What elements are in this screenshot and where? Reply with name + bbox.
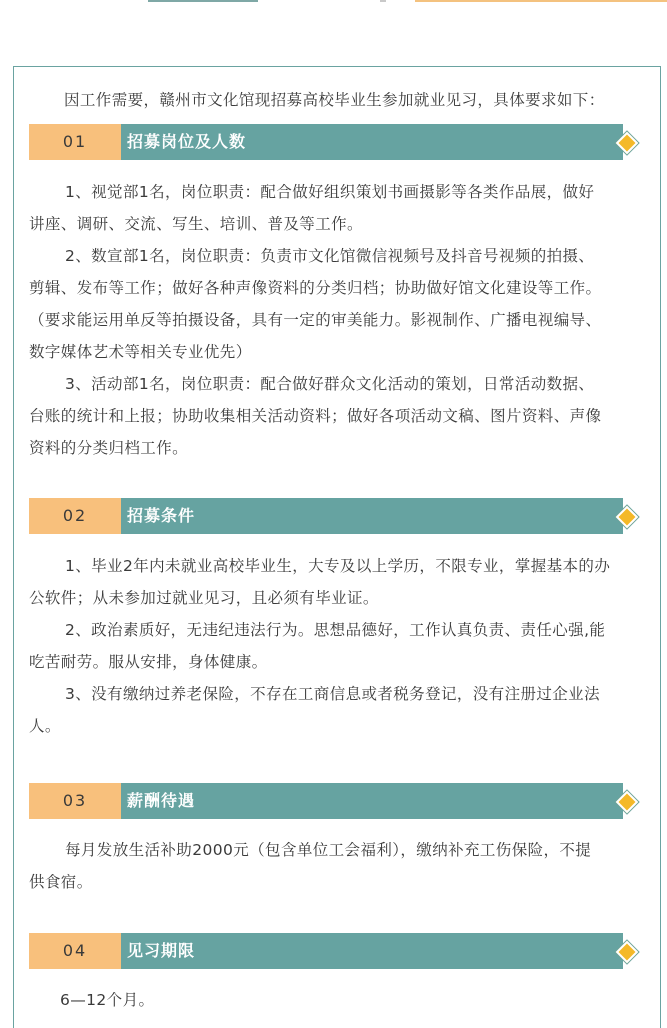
text-line: 2、数宣部1名，岗位职责：负责市文化馆微信视频号及抖音号视频的拍摄、: [65, 247, 595, 265]
section-number: 01: [29, 124, 121, 160]
text-line: 台账的统计和上报；协助收集相关活动资料；做好各项活动文稿、图片资料、声像: [29, 407, 602, 425]
top-divider-orange: [415, 0, 667, 2]
top-divider-gray: [380, 0, 386, 2]
intro-text: 因工作需要，赣州市文化馆现招募高校毕业生参加就业见习，具体要求如下：: [64, 91, 605, 109]
text-line: 吃苦耐劳。服从安排，身体健康。: [29, 653, 268, 671]
section-header-01: [29, 124, 641, 160]
text-line: 1、视觉部1名，岗位职责：配合做好组织策划书画摄影等各类作品展，做好: [65, 183, 595, 201]
text-line: 3、没有缴纳过养老保险，不存在工商信息或者税务登记，没有注册过企业法: [65, 685, 600, 703]
section-title: 招募岗位及人数: [121, 124, 623, 160]
text-line: 1、毕业2年内未就业高校毕业生，大专及以上学历，不限专业，掌握基本的办: [65, 557, 611, 575]
section-number: 02: [29, 498, 121, 534]
text-line: 人。: [29, 717, 61, 735]
section-title: 薪酬待遇: [121, 783, 623, 819]
section-header-04: [29, 933, 641, 969]
text-line: 数字媒体艺术等相关专业优先）: [29, 343, 252, 361]
text-line: 3、活动部1名，岗位职责：配合做好群众文化活动的策划，日常活动数据、: [65, 375, 595, 393]
text-line: 公软件；从未参加过就业见习，且必须有毕业证。: [29, 589, 379, 607]
top-divider-teal: [148, 0, 258, 2]
text-line: 资料的分类归档工作。: [29, 439, 189, 457]
section-02-para-2: [29, 614, 643, 678]
section-01-para-2: [29, 240, 643, 368]
section-title: 招募条件: [121, 498, 623, 534]
section-header-02: [29, 498, 641, 534]
section-02-para-1: [29, 550, 643, 614]
section-header-03: [29, 783, 641, 819]
text-line: 6—12个月。: [60, 991, 155, 1009]
text-line: 2、政治素质好，无违纪违法行为。思想品德好，工作认真负责、责任心强,能: [65, 621, 606, 639]
text-line: 供食宿。: [29, 873, 93, 891]
section-number: 03: [29, 783, 121, 819]
section-number: 04: [29, 933, 121, 969]
top-decoration: [0, 0, 667, 3]
text-line: 剪辑、发布等工作；做好各种声像资料的分类归档；协助做好馆文化建设等工作。: [29, 279, 602, 297]
section-03-para-1: [29, 834, 643, 898]
text-line: （要求能运用单反等拍摄设备，具有一定的审美能力。影视制作、广播电视编导、: [29, 311, 602, 329]
text-line: 讲座、调研、交流、写生、培训、普及等工作。: [29, 215, 363, 233]
section-01-para-3: [29, 368, 643, 464]
section-title: 见习期限: [121, 933, 623, 969]
section-01-para-1: [29, 176, 643, 240]
text-line: 每月发放生活补助2000元（包含单位工会福利），缴纳补充工伤保险，不提: [65, 841, 592, 859]
section-02-para-3: [29, 678, 643, 742]
section-04-para-1: [29, 984, 643, 1016]
